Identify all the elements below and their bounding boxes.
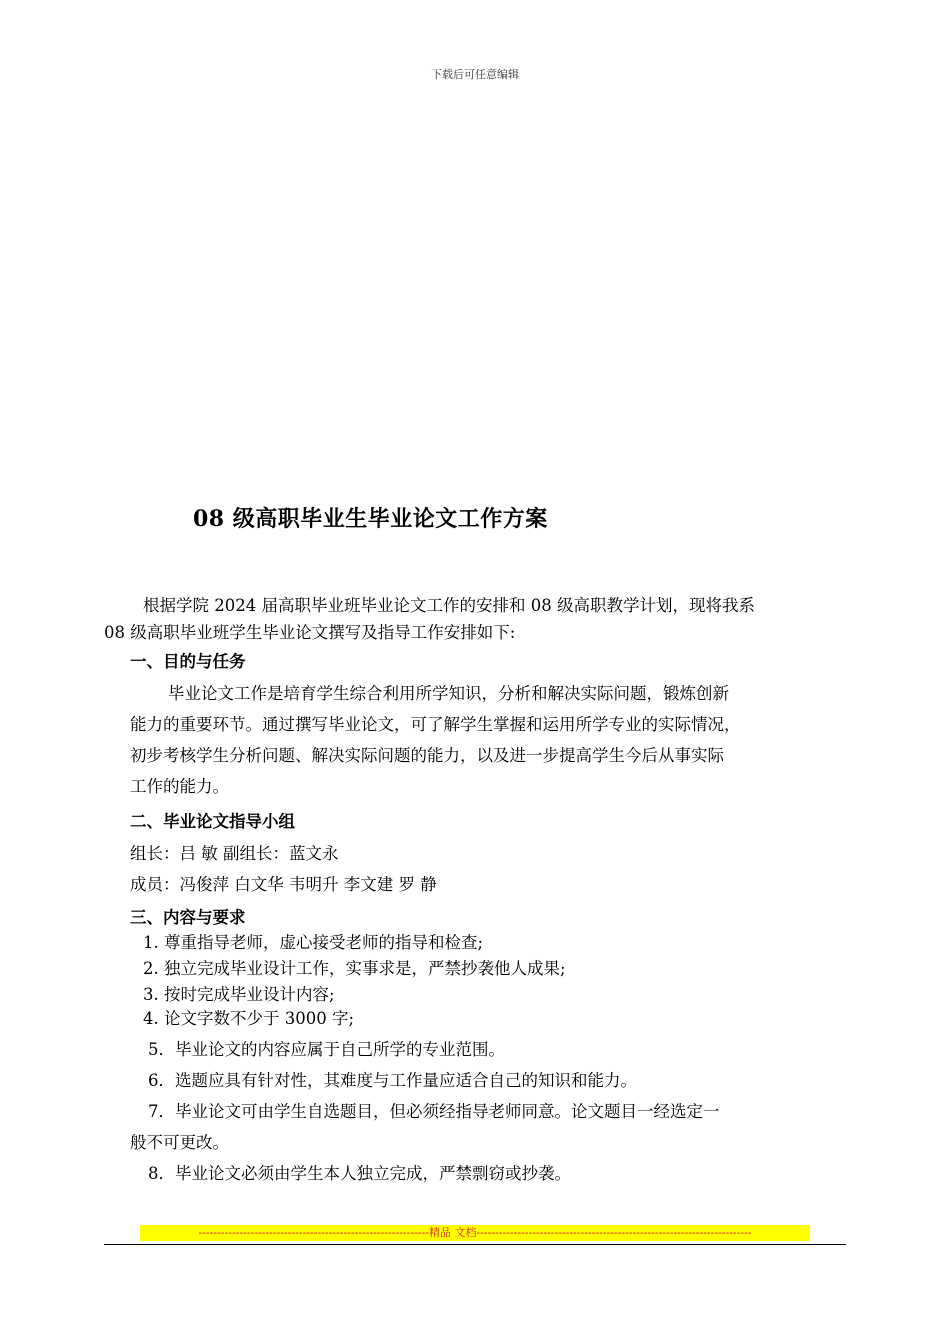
- section3-item-1: 1. 尊重指导老师，虚心接受老师的指导和检查;: [143, 933, 484, 952]
- footer-dashes-right: --------------------------------------------------------------------------: [476, 1226, 752, 1239]
- section1-heading: 一、目的与任务: [130, 652, 246, 671]
- section2-heading: 二、毕业论文指导小组: [130, 812, 295, 831]
- section3-item-6: 6．选题应具有针对性，其难度与工作量应适合自己的知识和能力。: [148, 1071, 637, 1090]
- section1-line-1: 毕业论文工作是培育学生综合利用所学知识，分析和解决实际问题，锻炼创新: [168, 684, 729, 703]
- section3-item-5: 5．毕业论文的内容应属于自己所学的专业范围。: [148, 1040, 505, 1059]
- section3-item-8: 8．毕业论文必须由学生本人独立完成，严禁剽窃或抄袭。: [148, 1164, 571, 1183]
- section1-line-3: 初步考核学生分析问题、解决实际问题的能力，以及进一步提高学生今后从事实际: [130, 746, 724, 765]
- header-note: 下载后可任意编辑: [431, 68, 519, 81]
- footer-label: 精品 文档: [428, 1226, 477, 1239]
- section3-item-3: 3. 按时完成毕业设计内容;: [143, 985, 335, 1004]
- section2-members: 成员：冯俊萍 白文华 韦明升 李文建 罗 静: [130, 875, 437, 894]
- footer-rule: [104, 1244, 846, 1245]
- intro-line-2: 08 级高职毕业班学生毕业论文撰写及指导工作安排如下:: [104, 623, 516, 642]
- footer-dashes-left: --------------------------------------------------------------: [198, 1226, 429, 1239]
- section1-line-2: 能力的重要环节。通过撰写毕业论文，可了解学生掌握和运用所学专业的实际情况，: [130, 715, 741, 734]
- document-title: 08 级高职毕业生毕业论文工作方案: [193, 506, 548, 532]
- intro-line-1: 根据学院 2024 届高职毕业班毕业论文工作的安排和 08 级高职教学计划，现将我系: [143, 596, 755, 615]
- section3-heading: 三、内容与要求: [130, 908, 246, 927]
- section3-item-7-cont: 般不可更改。: [130, 1133, 229, 1152]
- section3-item-2: 2. 独立完成毕业设计工作，实事求是，严禁抄袭他人成果;: [143, 959, 566, 978]
- section2-leaders: 组长：吕 敏 副组长：蓝文永: [130, 844, 339, 863]
- footer-banner: [140, 1225, 810, 1241]
- section3-item-7: 7．毕业论文可由学生自选题目，但必须经指导老师同意。论文题目一经选定一: [148, 1102, 720, 1121]
- section3-item-4: 4. 论文字数不少于 3000 字;: [143, 1009, 355, 1028]
- section1-line-4: 工作的能力。: [130, 777, 229, 796]
